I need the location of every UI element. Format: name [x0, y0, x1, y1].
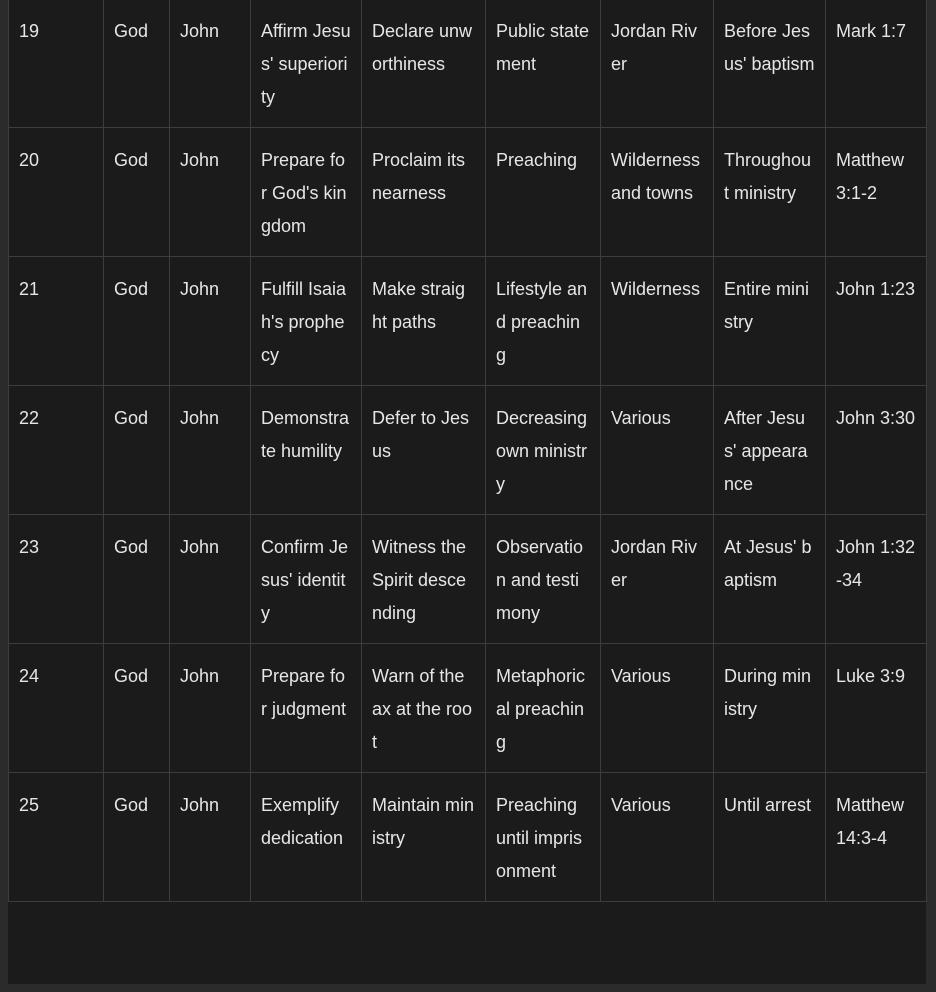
- cell-timing: Entire ministry: [714, 257, 826, 386]
- cell-action: Defer to Jesus: [362, 386, 486, 515]
- cell-location: Various: [601, 386, 714, 515]
- cell-actor: God: [104, 515, 170, 644]
- cell-agent: John: [170, 644, 251, 773]
- table-row: [9, 128, 927, 257]
- cell-row-number: 22: [9, 386, 104, 515]
- cell-row-number: 21: [9, 257, 104, 386]
- cell-purpose: Confirm Jesus' identity: [251, 515, 362, 644]
- cell-reference: John 1:23: [826, 257, 927, 386]
- cell-method: Observation and testimony: [486, 515, 601, 644]
- cell-agent: John: [170, 128, 251, 257]
- cell-agent: John: [170, 386, 251, 515]
- cell-reference: Matthew 3:1-2: [826, 128, 927, 257]
- cell-row-number: 24: [9, 644, 104, 773]
- cell-action: Make straight paths: [362, 257, 486, 386]
- data-table: [8, 0, 927, 902]
- cell-location: Wilderness and towns: [601, 128, 714, 257]
- cell-row-number: 19: [9, 0, 104, 128]
- table-row: [9, 257, 927, 386]
- cell-method: Preaching until imprisonment: [486, 773, 601, 902]
- cell-action: Witness the Spirit descending: [362, 515, 486, 644]
- cell-action: Warn of the ax at the root: [362, 644, 486, 773]
- table-row: [9, 0, 927, 128]
- cell-location: Wilderness: [601, 257, 714, 386]
- table-row: [9, 386, 927, 515]
- cell-timing: During ministry: [714, 644, 826, 773]
- cell-location: Various: [601, 644, 714, 773]
- cell-timing: Until arrest: [714, 773, 826, 902]
- cell-timing: At Jesus' baptism: [714, 515, 826, 644]
- cell-method: Public statement: [486, 0, 601, 128]
- cell-method: Preaching: [486, 128, 601, 257]
- cell-timing: Before Jesus' baptism: [714, 0, 826, 128]
- cell-purpose: Exemplify dedication: [251, 773, 362, 902]
- cell-agent: John: [170, 257, 251, 386]
- cell-actor: God: [104, 386, 170, 515]
- cell-reference: Matthew 14:3-4: [826, 773, 927, 902]
- cell-agent: John: [170, 773, 251, 902]
- table-row: [9, 515, 927, 644]
- cell-location: Various: [601, 773, 714, 902]
- cell-reference: John 3:30: [826, 386, 927, 515]
- cell-purpose: Fulfill Isaiah's prophecy: [251, 257, 362, 386]
- cell-agent: John: [170, 0, 251, 128]
- cell-timing: After Jesus' appearance: [714, 386, 826, 515]
- table-body: [9, 0, 927, 902]
- cell-actor: God: [104, 257, 170, 386]
- cell-actor: God: [104, 0, 170, 128]
- cell-action: Maintain ministry: [362, 773, 486, 902]
- cell-method: Decreasing own ministry: [486, 386, 601, 515]
- cell-agent: John: [170, 515, 251, 644]
- cell-reference: Luke 3:9: [826, 644, 927, 773]
- cell-row-number: 25: [9, 773, 104, 902]
- cell-actor: God: [104, 773, 170, 902]
- cell-purpose: Demonstrate humility: [251, 386, 362, 515]
- cell-method: Metaphorical preaching: [486, 644, 601, 773]
- table-row: [9, 644, 927, 773]
- cell-purpose: Affirm Jesus' superiority: [251, 0, 362, 128]
- cell-method: Lifestyle and preaching: [486, 257, 601, 386]
- cell-row-number: 20: [9, 128, 104, 257]
- cell-purpose: Prepare for God's kingdom: [251, 128, 362, 257]
- cell-reference: John 1:32-34: [826, 515, 927, 644]
- table-row: [9, 773, 927, 902]
- cell-actor: God: [104, 644, 170, 773]
- cell-action: Proclaim its nearness: [362, 128, 486, 257]
- cell-action: Declare unworthiness: [362, 0, 486, 128]
- cell-actor: God: [104, 128, 170, 257]
- cell-location: Jordan River: [601, 515, 714, 644]
- cell-purpose: Prepare for judgment: [251, 644, 362, 773]
- cell-location: Jordan River: [601, 0, 714, 128]
- cell-row-number: 23: [9, 515, 104, 644]
- table-container: [8, 0, 926, 984]
- cell-timing: Throughout ministry: [714, 128, 826, 257]
- cell-reference: Mark 1:7: [826, 0, 927, 128]
